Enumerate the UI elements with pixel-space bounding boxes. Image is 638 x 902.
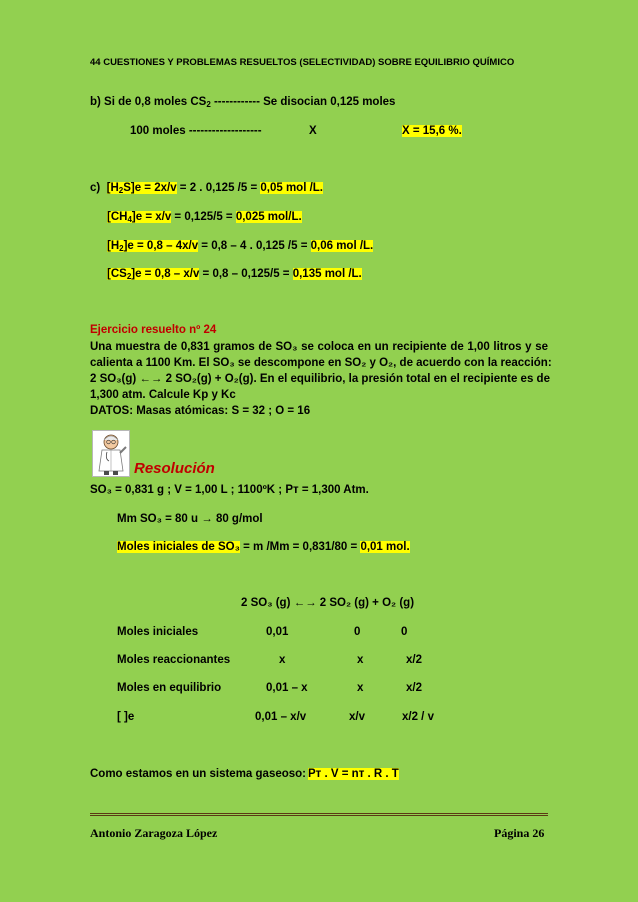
part-b-line1-sub: 2 xyxy=(206,100,211,109)
exercise-title: Ejercicio resuelto nº 24 xyxy=(90,324,217,336)
table-cell-o2: x/2 xyxy=(406,654,422,666)
ideal-gas-formula: Pᴛ . V = nᴛ . R . T xyxy=(308,768,399,780)
h2s-pre: [H xyxy=(106,182,119,194)
ch4-sub: 4 xyxy=(127,215,132,224)
part-c-h2s-line xyxy=(90,182,323,195)
exercise-line-4: 1,300 atm. Calcule Kp y Kc xyxy=(90,389,236,401)
initial-moles-calc: = m /Mm = 0,831/80 = xyxy=(239,541,361,553)
ch4-mid: ]e = x/v xyxy=(131,211,172,223)
h2-eq: = 0,8 – 4x/v xyxy=(133,240,199,252)
table-row-label: Moles iniciales xyxy=(117,626,199,638)
table-row-label: [ ]e xyxy=(117,711,135,723)
table-cell-so3: 0,01 – x xyxy=(266,682,308,694)
table-cell-o2: x/2 xyxy=(406,682,422,694)
part-b-line2-x: X xyxy=(309,125,317,137)
resolution-title: Resolución xyxy=(134,460,215,477)
molar-mass-line: Mm SO₃ = 80 u → 80 g/mol xyxy=(117,513,263,525)
footer-page-number: Página 26 xyxy=(494,826,545,840)
part-b-line2-left: 100 moles ------------------- xyxy=(130,125,262,137)
part-c-cs2-line xyxy=(107,268,362,281)
part-b-line1-pre: b) Si de 0,8 moles CS xyxy=(90,96,207,108)
table-row-label: Moles en equilibrio xyxy=(117,682,222,694)
footer-divider xyxy=(90,813,548,816)
initial-moles-label: Moles iniciales de SO₃ xyxy=(117,541,240,553)
reaction-equation: 2 SO₃ (g) ←→ 2 SO₂ (g) + O₂ (g) xyxy=(241,597,415,609)
ch4-pre: [CH xyxy=(107,211,128,223)
page-header: 44 CUESTIONES Y PROBLEMAS RESUELTOS (SELECTIVIDAD) SOBRE EQUILIBRIO QUÍMICO xyxy=(90,57,515,68)
ch4-calc: = 0,125/5 = xyxy=(171,211,236,223)
part-b-line-1 xyxy=(90,96,395,109)
table-cell-so2: x xyxy=(357,682,364,694)
gas-system-text: Como estamos en un sistema gaseoso: xyxy=(90,768,307,780)
h2s-mid: S]e = 2x/v xyxy=(123,182,177,194)
initial-moles-line xyxy=(117,541,410,553)
table-row-label: Moles reaccionantes xyxy=(117,654,231,666)
h2-pre: [H xyxy=(107,240,120,252)
part-c-h2-line xyxy=(107,240,373,253)
doctor-illustration xyxy=(92,430,130,477)
part-c-label: c) xyxy=(90,182,101,194)
h2-result: 0,06 mol /L. xyxy=(310,240,374,252)
table-cell-o2: 0 xyxy=(401,626,408,638)
table-cell-so2: x/v xyxy=(349,711,365,723)
part-c-ch4-line xyxy=(107,211,302,224)
h2s-sub: 2 xyxy=(118,186,124,195)
h2-mid: ]e xyxy=(123,240,134,252)
exercise-line-5: DATOS: Masas atómicas: S = 32 ; O = 16 xyxy=(90,405,311,417)
initial-moles-result: 0,01 mol. xyxy=(360,541,410,553)
resolution-data-line: SO₃ = 0,831 g ; V = 1,00 L ; 1100ºK ; Pᴛ = 1,300 Atm. xyxy=(90,484,369,496)
cs2-result: 0,135 mol /L. xyxy=(292,268,362,280)
part-b-result: X = 15,6 %. xyxy=(402,125,462,137)
part-b-line1-post: ------------ Se disocian 0,125 moles xyxy=(210,96,396,108)
table-cell-so2: 0 xyxy=(354,626,361,638)
table-cell-o2: x/2 / v xyxy=(402,711,434,723)
exercise-line-2: calienta a 1100 Km. El SO₃ se descompone en SO₂ y O₂, de acuerdo con la reacción: xyxy=(90,357,552,369)
h2s-calc: = 2 . 0,125 /5 = xyxy=(176,182,261,194)
doctor-icon xyxy=(93,431,129,476)
table-cell-so3: 0,01 – x/v xyxy=(255,711,307,723)
cs2-sub: 2 xyxy=(126,272,132,281)
cs2-mid: ]e = 0,8 – x/v xyxy=(131,268,200,280)
cs2-calc: = 0,8 – 0,125/5 = xyxy=(199,268,293,280)
exercise-line-1: Una muestra de 0,831 gramos de SO₃ se coloca en un recipiente de 1,00 litros y se xyxy=(90,341,548,353)
table-cell-so3: 0,01 xyxy=(266,626,289,638)
h2s-result: 0,05 mol /L. xyxy=(260,182,324,194)
table-cell-so2: x xyxy=(357,654,364,666)
cs2-pre: [CS xyxy=(107,268,127,280)
h2-sub: 2 xyxy=(119,244,124,253)
exercise-line-3: 2 SO₃(g) ←→ 2 SO₂(g) + O₂(g). En el equilibrio, la presión total en el recipiente es de xyxy=(90,373,550,385)
table-cell-so3: x xyxy=(279,654,286,666)
footer-author: Antonio Zaragoza López xyxy=(90,826,218,840)
h2-calc: = 0,8 – 4 . 0,125 /5 = xyxy=(198,240,311,252)
ch4-result: 0,025 mol/L. xyxy=(235,211,302,223)
